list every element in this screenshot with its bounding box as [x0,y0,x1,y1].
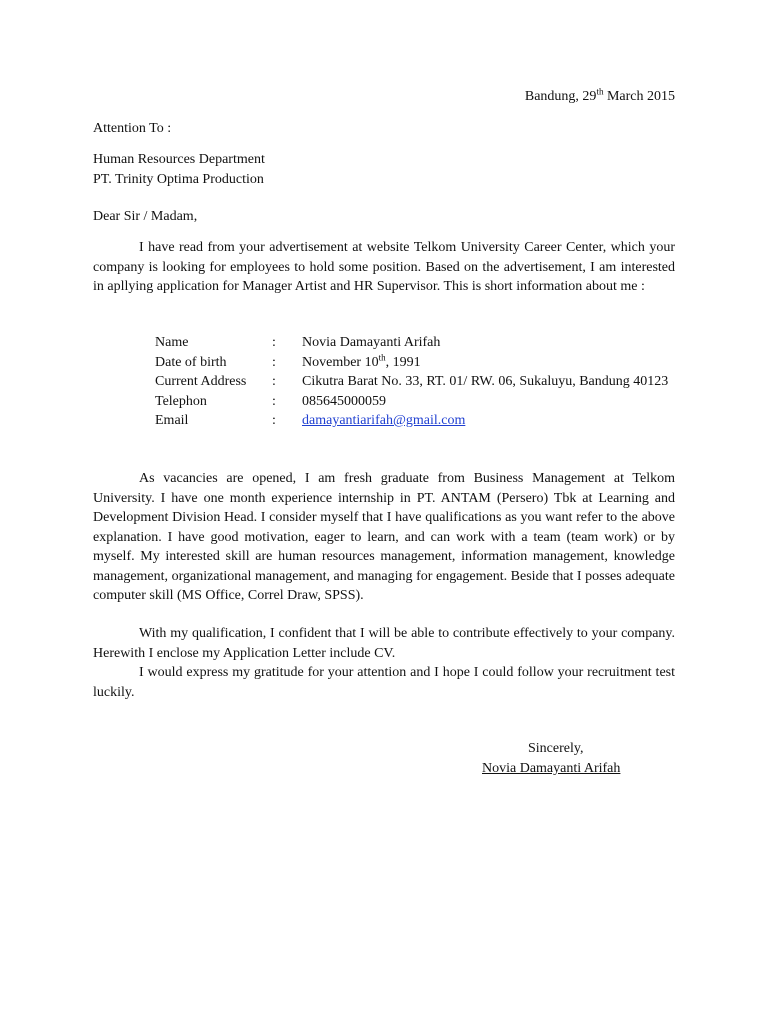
attention-line: Attention To : [93,121,172,136]
info-value-email [302,411,677,431]
info-label: Telephon [155,393,207,409]
dob-ordinal: th [378,351,386,362]
email-link[interactable]: damayantiarifah@gmail.com [302,413,466,428]
intro-paragraph: I have read from your advertisement at website Telkom University Career Center, which your company is looking for employees to hold some position. Based on the advertisement, I am interested in apllying application for Manager Artist and HR Supervisor. This is short information about me : [93,240,675,294]
info-row-address [155,372,677,392]
dob-year: , 1991 [385,354,421,370]
dob-month-day: November 10 [302,354,379,370]
date-month-year: March 2015 [603,89,675,104]
date-ordinal: th [596,86,604,97]
info-row-dob [155,353,677,373]
salutation: Dear Sir / Madam, [93,209,198,224]
closing: Sincerely, [528,741,584,756]
recipient-department: Human Resources Department [93,152,265,167]
date-day: Bandung, 29 [524,89,597,104]
info-value-dob [302,353,677,373]
gratitude-paragraph: I would express my gratitude for your attention and I hope I could follow your recruitment test luckily. [93,665,675,700]
info-colon: : [272,374,276,389]
personal-info-table [155,333,677,431]
signer-name: Novia Damayanti Arifah [482,761,621,776]
info-row-phone [155,392,677,412]
info-value-address: Cikutra Barat No. 33, RT. 01/ RW. 06, Sukaluyu, Bandung 40123 [302,374,669,389]
qualifications-paragraph: As vacancies are opened, I am fresh graduate from Business Management at Telkom University. I have one month experience internship in PT. ANTAM (Persero) Tbk at Learning and Development Division Head. I consider myself that I have qualifications as you want refer to the above explanation. I have good motivation, eager to learn, and can work with a team (team work) or by myself. My interested skill are human resources management, information management, knowledge management, organizational management, and managing for engagement. Beside that I posses adequate computer skill (MS Office, Correl Draw, SPSS). [93,471,675,603]
info-colon: : [272,413,276,428]
info-label: Date of birth [155,354,227,370]
info-row-email [155,411,677,431]
info-colon: : [272,335,276,350]
recipient-address [93,150,265,189]
contribution-paragraph: With my qualification, I confident that I will be able to contribute effectively to your company. Herewith I enclose my Application Letter include CV. [93,626,675,661]
info-colon: : [272,354,276,370]
info-row-name [155,333,677,353]
info-label: Email [155,413,189,428]
info-label: Current Address [155,374,247,389]
info-label: Name [155,335,189,350]
info-value-phone: 085645000059 [302,393,386,409]
info-colon: : [272,393,276,409]
recipient-company: PT. Trinity Optima Production [93,171,264,187]
info-value-name: Novia Damayanti Arifah [302,335,441,350]
letter-date [525,87,675,107]
